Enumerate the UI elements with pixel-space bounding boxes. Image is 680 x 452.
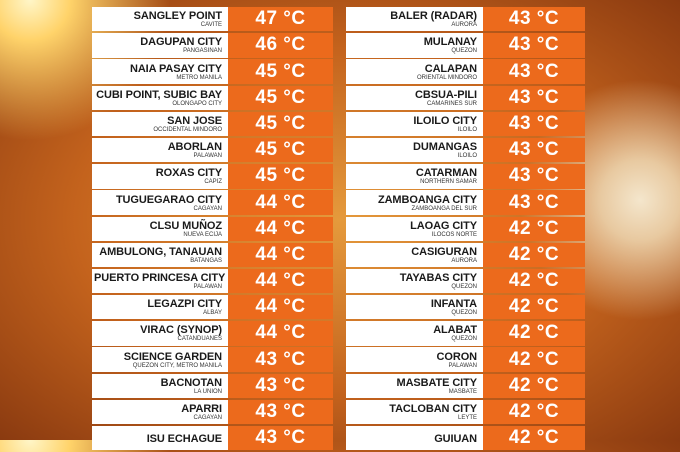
station-row xyxy=(346,86,585,110)
station-row xyxy=(92,217,333,241)
temperature-value: 44 °C xyxy=(228,243,333,267)
station-name: ABORLAN xyxy=(167,141,222,154)
province-name: CAGAYAN xyxy=(193,205,222,212)
province-name: PALAWAN xyxy=(193,153,222,160)
station-name-cell xyxy=(346,164,483,188)
temperature-value: 43 °C xyxy=(228,347,333,371)
station-name: MASBATE CITY xyxy=(396,376,477,389)
station-row xyxy=(346,347,585,371)
station-row xyxy=(92,243,333,267)
temperature-value: 45 °C xyxy=(228,164,333,188)
station-row xyxy=(92,164,333,188)
station-name: ZAMBOANGA CITY xyxy=(377,193,477,206)
station-row xyxy=(92,269,333,293)
province-name: CAGAYAN xyxy=(193,415,222,421)
station-row xyxy=(92,86,333,110)
station-row xyxy=(346,217,585,241)
province-name: NORTHERN SAMAR xyxy=(420,179,477,186)
province-name: ILOILO xyxy=(457,126,477,133)
station-name-cell xyxy=(92,59,228,83)
temperature-value: 44 °C xyxy=(228,295,333,319)
province-name: CAPIZ xyxy=(204,179,222,186)
temperature-value: 44 °C xyxy=(228,269,333,293)
station-row xyxy=(92,138,333,162)
station-name: LEGAZPI CITY xyxy=(147,298,222,311)
left-temperature-table xyxy=(92,7,333,452)
province-name: METRO MANILA xyxy=(176,74,222,81)
station-name-cell xyxy=(346,426,483,450)
station-name-cell xyxy=(346,269,483,293)
temperature-value: 42 °C xyxy=(483,295,585,319)
temperature-value: 43 °C xyxy=(483,86,585,110)
temperature-value: 45 °C xyxy=(228,86,333,110)
station-name-cell xyxy=(92,400,228,424)
station-row xyxy=(346,138,585,162)
station-row xyxy=(346,112,585,136)
station-name: DAGUPAN CITY xyxy=(140,36,222,49)
station-row xyxy=(346,400,585,424)
temperature-value: 43 °C xyxy=(228,426,333,450)
station-name: PUERTO PRINCESA CITY xyxy=(94,272,226,285)
temperature-value: 42 °C xyxy=(483,400,585,424)
temperature-value: 44 °C xyxy=(228,321,333,345)
temperature-value: 44 °C xyxy=(228,190,333,214)
station-name: TAYABAS CITY xyxy=(399,272,477,285)
station-name-cell xyxy=(346,86,483,110)
station-row xyxy=(346,295,585,319)
station-name-cell xyxy=(346,59,483,83)
temperature-value: 42 °C xyxy=(483,374,585,398)
province-name: AURORA xyxy=(451,257,477,264)
station-name-cell xyxy=(346,138,483,162)
station-name-cell xyxy=(92,138,228,162)
station-name-cell xyxy=(92,347,228,371)
station-row xyxy=(346,426,585,450)
station-name: CORON xyxy=(436,350,477,363)
station-name: SCIENCE GARDEN xyxy=(123,350,222,363)
station-name: BACNOTAN xyxy=(160,376,222,389)
station-name-cell xyxy=(92,321,228,345)
province-name: OLONGAPO CITY xyxy=(172,100,222,107)
station-name-cell xyxy=(346,321,483,345)
station-name-cell xyxy=(92,190,228,214)
temperature-value: 43 °C xyxy=(483,112,585,136)
temperature-value: 43 °C xyxy=(483,33,585,57)
station-row xyxy=(346,7,585,31)
province-name: ORIENTAL MINDORO xyxy=(416,74,477,81)
right-temperature-table xyxy=(346,7,585,452)
station-name: AMBULONG, TANAUAN xyxy=(99,245,222,258)
station-name-cell xyxy=(92,295,228,319)
station-name: TUGUEGARAO CITY xyxy=(115,193,222,206)
temperature-value: 42 °C xyxy=(483,321,585,345)
province-name: QUEZON xyxy=(451,48,477,55)
station-name-cell xyxy=(92,426,228,450)
province-name: AURORA xyxy=(451,22,477,29)
station-name: CBSUA-PILI xyxy=(415,88,477,101)
station-name-cell xyxy=(92,269,228,293)
temperature-value: 43 °C xyxy=(483,164,585,188)
station-name: ROXAS CITY xyxy=(155,167,222,180)
province-name: LEYTE xyxy=(457,415,477,421)
station-name: BALER (RADAR) xyxy=(390,10,477,23)
station-row xyxy=(92,374,333,398)
temperature-value: 46 °C xyxy=(228,33,333,57)
station-row xyxy=(92,112,333,136)
station-name: ISU ECHAGUE xyxy=(146,432,222,445)
station-name: TACLOBAN CITY xyxy=(389,403,477,415)
station-row xyxy=(92,59,333,83)
station-row xyxy=(92,347,333,371)
station-row xyxy=(92,295,333,319)
station-name-cell xyxy=(346,190,483,214)
station-row xyxy=(346,59,585,83)
station-name: CATARMAN xyxy=(415,167,477,180)
province-name: ALBAY xyxy=(203,310,222,317)
station-name: DUMANGAS xyxy=(413,141,477,154)
temperature-value: 42 °C xyxy=(483,269,585,293)
province-name: PALAWAN xyxy=(193,284,222,291)
province-name: ILOILO xyxy=(457,153,477,160)
station-name-cell xyxy=(346,374,483,398)
station-name: CALAPAN xyxy=(424,62,477,75)
station-name: NAIA PASAY CITY xyxy=(129,62,222,75)
station-name: VIRAC (SYNOP) xyxy=(140,324,222,337)
station-row xyxy=(346,243,585,267)
temperature-value: 42 °C xyxy=(483,347,585,371)
station-name-cell xyxy=(92,33,228,57)
temperature-value: 45 °C xyxy=(228,112,333,136)
province-name: ILOCOS NORTE xyxy=(431,231,477,238)
station-name: GUIUAN xyxy=(434,432,477,445)
temperature-value: 43 °C xyxy=(483,7,585,31)
temperature-value: 45 °C xyxy=(228,138,333,162)
station-row xyxy=(346,190,585,214)
temperature-value: 43 °C xyxy=(483,138,585,162)
temperature-value: 43 °C xyxy=(228,374,333,398)
station-name-cell xyxy=(346,243,483,267)
station-row xyxy=(92,321,333,345)
province-name: NUEVA ECIJA xyxy=(183,231,222,238)
station-name-cell xyxy=(346,347,483,371)
station-row xyxy=(92,7,333,31)
province-name: CATANDUANES xyxy=(177,336,222,343)
temperature-value: 44 °C xyxy=(228,217,333,241)
station-name-cell xyxy=(346,217,483,241)
station-name-cell xyxy=(92,7,228,31)
province-name: LA UNION xyxy=(193,388,222,395)
province-name: QUEZON xyxy=(451,284,477,291)
station-name-cell xyxy=(346,33,483,57)
station-name-cell xyxy=(346,400,483,424)
province-name: CAMARINES SUR xyxy=(426,100,477,107)
station-row xyxy=(346,269,585,293)
station-name-cell xyxy=(92,164,228,188)
station-name: ALABAT xyxy=(433,324,477,337)
station-name-cell xyxy=(92,243,228,267)
province-name: QUEZON xyxy=(451,336,477,343)
station-row xyxy=(346,321,585,345)
station-row xyxy=(92,426,333,450)
station-name-cell xyxy=(92,217,228,241)
station-name: LAOAG CITY xyxy=(410,219,477,232)
station-name-cell xyxy=(92,86,228,110)
station-name: CLSU MUÑOZ xyxy=(149,219,222,232)
temperature-value: 42 °C xyxy=(483,426,585,450)
station-name-cell xyxy=(346,112,483,136)
station-name: CASIGURAN xyxy=(411,245,477,258)
station-name: APARRI xyxy=(181,403,222,415)
province-name: CAVITE xyxy=(200,22,222,29)
station-row xyxy=(346,33,585,57)
province-name: PALAWAN xyxy=(448,362,477,369)
temperature-value: 43 °C xyxy=(483,190,585,214)
station-name-cell xyxy=(346,295,483,319)
station-name-cell xyxy=(92,112,228,136)
temperature-value: 42 °C xyxy=(483,243,585,267)
station-name: ILOILO CITY xyxy=(413,114,477,127)
station-name: SANGLEY POINT xyxy=(133,10,222,23)
province-name: OCCIDENTAL MINDORO xyxy=(153,126,222,133)
station-name: SAN JOSE xyxy=(167,114,222,127)
province-name: QUEZON CITY, METRO MANILA xyxy=(132,362,222,369)
station-row xyxy=(92,190,333,214)
station-row xyxy=(346,374,585,398)
province-name: MASBATE xyxy=(448,388,477,395)
temperature-value: 47 °C xyxy=(228,7,333,31)
station-row xyxy=(346,164,585,188)
station-name: INFANTA xyxy=(430,298,477,311)
temperature-value: 45 °C xyxy=(228,59,333,83)
station-row xyxy=(92,400,333,424)
station-name-cell xyxy=(346,7,483,31)
station-name: CUBI POINT, SUBIC BAY xyxy=(96,88,222,101)
station-name: MULANAY xyxy=(423,36,477,49)
province-name: ZAMBOANGA DEL SUR xyxy=(411,205,477,212)
temperature-value: 42 °C xyxy=(483,217,585,241)
temperature-value: 43 °C xyxy=(228,400,333,424)
province-name: BATANGAS xyxy=(190,257,222,264)
province-name: QUEZON xyxy=(451,310,477,317)
station-row xyxy=(92,33,333,57)
temperature-value: 43 °C xyxy=(483,59,585,83)
station-name-cell xyxy=(92,374,228,398)
province-name: PANGASINAN xyxy=(183,48,222,55)
